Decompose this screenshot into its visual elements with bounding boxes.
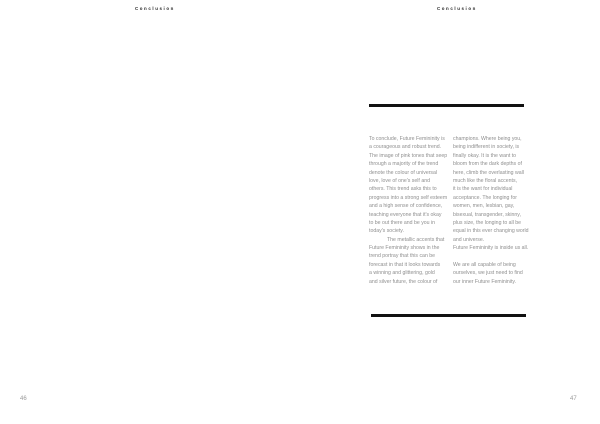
body-column-1 [369, 135, 448, 286]
text-line: forecast in that it looks towards [369, 261, 441, 268]
text-line: our inner Future Femininity. [453, 278, 517, 285]
text-line: women, men, lesbian, gay, [453, 203, 515, 210]
text-line: To conclude, Future Femininity is [369, 136, 445, 142]
text-line: and a high sense of confidence, [369, 203, 443, 210]
text-line: champions. Where being you, [453, 136, 522, 142]
page-number-left: 46 [20, 396, 27, 402]
text-line: Future Femininity is inside us all. [453, 245, 529, 252]
text-line: The metallic accents that [387, 236, 445, 243]
text-line: today's society. [369, 228, 404, 235]
text-line: being indifferent in society, is [453, 144, 520, 151]
text-line: here, climb the overlasting wall [453, 169, 524, 176]
text-line: The image of pink tones that seep [369, 152, 448, 159]
text-line: a winning and glittering, gold [369, 270, 435, 277]
text-line: ourselves, we just need to find [453, 270, 523, 277]
text-line: love, love of one's self and [369, 177, 430, 184]
text-line: much like the floral accents, [453, 177, 518, 184]
running-header-right: Conclusion [437, 6, 477, 11]
text-line: We are all capable of being [453, 261, 516, 268]
text-line [453, 252, 527, 260]
text-line: others. This trend asks this to [369, 186, 437, 193]
text-line: denote the colour of universal [369, 169, 438, 176]
text-line: bisexual, transgender, skinny, [453, 211, 521, 218]
text-line: finally okay. It is the want to [453, 152, 517, 159]
text-line: to be out there and be you in [369, 219, 436, 226]
text-line: it is the want for individual [453, 186, 513, 193]
body-column-2 [453, 135, 527, 286]
bottom-rule [371, 314, 526, 317]
text-line: equal in this ever changing world [453, 228, 529, 235]
running-header-left: Conclusion [135, 6, 175, 11]
text-line: trend portray that this can be [369, 253, 436, 260]
text-line: and silver future, the colour of [369, 278, 438, 285]
text-line: progress into a strong self esteem [369, 194, 448, 201]
text-line: a courageous and robust trend. [369, 144, 442, 151]
text-line: bloom from the dark depths of [453, 161, 522, 168]
top-rule [369, 104, 524, 107]
text-line: through a majority of the trend [369, 161, 439, 168]
text-line: teaching everyone that it's okay [369, 211, 442, 218]
text-line: Future Femininity shows in the [369, 245, 440, 252]
text-line: and universe. [453, 236, 485, 243]
text-line: plus size, the longing to all be [453, 219, 522, 226]
right-page [300, 0, 600, 424]
page-number-right: 47 [570, 396, 577, 402]
text-line: acceptance. The longing for [453, 194, 517, 201]
